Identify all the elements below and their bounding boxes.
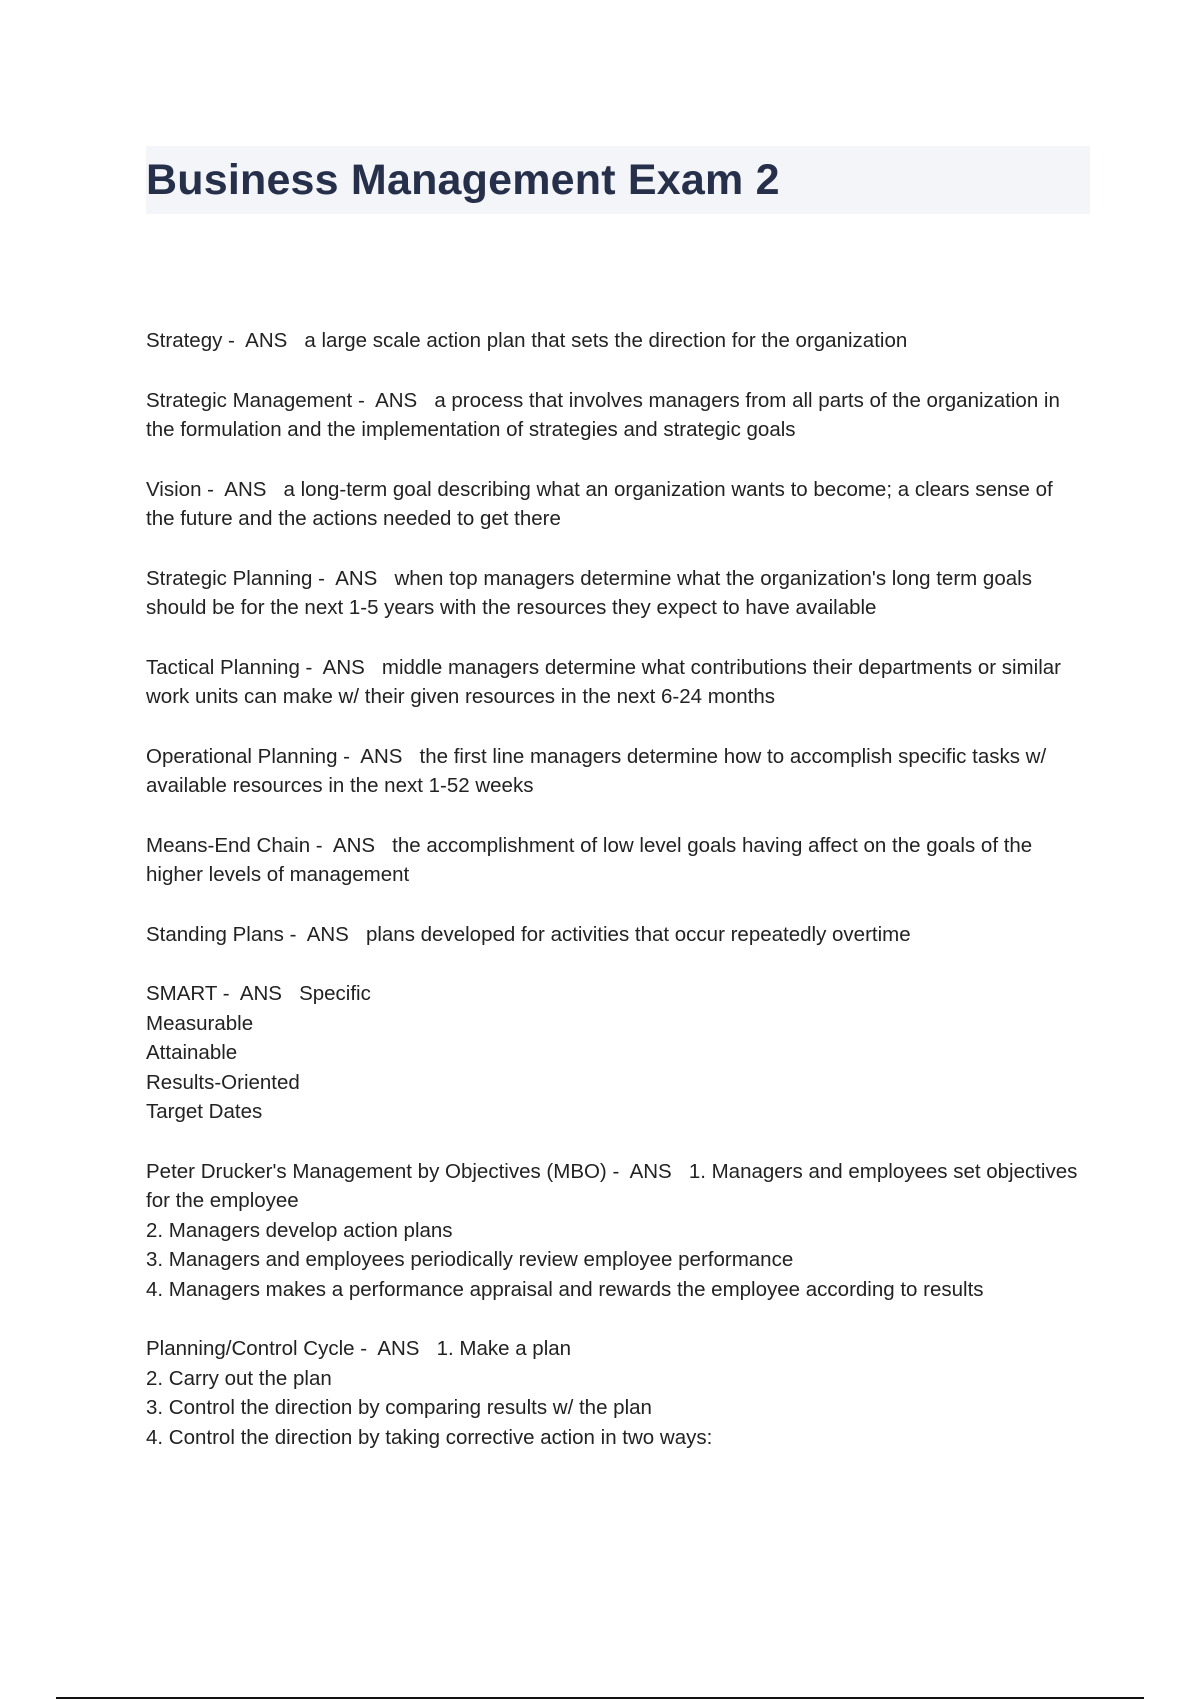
entry-mbo: Peter Drucker's Management by Objectives (MBO) - ANS 1. Managers and employees set objectives for the employee 2. Managers develop action plans 3. Managers and employees periodically review employee performance 4. Managers makes a performance appraisal and rewards the employee according to results xyxy=(146,1157,1086,1305)
entry-line: Target Dates xyxy=(146,1100,263,1123)
entry-line: 4. Control the direction by taking corrective action in two ways: xyxy=(146,1425,713,1449)
entry-definition: Specific xyxy=(299,982,371,1005)
entry-line: 4. Managers makes a performance appraisal and rewards the employee according to results xyxy=(146,1277,984,1301)
entry-term: Standing Plans xyxy=(146,922,284,946)
entry-tactical-planning: Tactical Planning - ANS middle managers determine what contributions their departments or similar work units can make w/ their given resources in the next 6-24 months xyxy=(146,655,1061,708)
entry-term: Peter Drucker's Management by Objectives (MBO) xyxy=(146,1159,607,1183)
title-band xyxy=(146,146,1090,214)
entry-strategic-planning: Strategic Planning - ANS when top managers determine what the organization's long term goals should be for the next 1-5 years with the resources they expect to have available xyxy=(146,566,1032,619)
entry-term: Tactical Planning xyxy=(146,655,300,679)
entry-definition: middle managers determine what contributions their departments or similar work units can make w/ their given resources in the next 6-24 months xyxy=(146,655,1061,708)
entry-term: Means-End Chain xyxy=(146,833,311,857)
entry-ans-label: ANS xyxy=(377,1337,420,1360)
entry-line: 3. Managers and employees periodically review employee performance xyxy=(146,1248,794,1271)
entry-planning-control-cycle: Planning/Control Cycle - ANS 1. Make a plan 2. Carry out the plan 3. Control the direction by comparing results w/ the plan 4. Control the direction by taking corrective action in two ways: xyxy=(146,1334,1086,1452)
entry-ans-label: ANS xyxy=(245,329,288,352)
footer-divider xyxy=(56,1697,1144,1699)
entry-definition: plans developed for activities that occur repeatedly overtime xyxy=(365,922,911,946)
entry-line: 2. Managers develop action plans xyxy=(146,1218,453,1242)
entry-term: Operational Planning xyxy=(146,744,338,768)
entry-definition: a process that involves managers from all parts of the organization in the formulation and the implementation of strategies and strategic goals xyxy=(146,388,1060,441)
entry-standing-plans: Standing Plans - ANS plans developed for activities that occur repeatedly overtime xyxy=(146,922,911,946)
entry-line: Measurable xyxy=(146,1011,254,1035)
entry-ans-label: ANS xyxy=(239,982,282,1005)
entry-definition: 1. Managers and employees set objectives for the employee xyxy=(146,1159,1078,1212)
entry-definition: when top managers determine what the organization's long term goals should be for the next 1-5 years with the resources they expect to have available xyxy=(146,566,1032,619)
entry-ans-label: ANS xyxy=(360,744,403,768)
page-title: Business Management Exam 2 xyxy=(146,156,780,204)
entry-ans-label: ANS xyxy=(224,477,267,501)
entry-term: Strategic Management xyxy=(146,388,353,412)
entry-term: Planning/Control Cycle xyxy=(146,1337,355,1360)
entry-ans-label: ANS xyxy=(629,1159,672,1183)
entry-line: 2. Carry out the plan xyxy=(146,1366,332,1390)
entry-ans-label: ANS xyxy=(322,655,365,679)
entry-line: Attainable xyxy=(146,1041,238,1064)
entry-term: SMART xyxy=(146,982,218,1005)
entry-definition: the accomplishment of low level goals having affect on the goals of the higher levels of management xyxy=(146,833,1033,886)
entry-definition: the first line managers determine how to accomplish specific tasks w/ available resources in the next 1-52 weeks xyxy=(146,744,1047,797)
entry-ans-label: ANS xyxy=(306,922,349,946)
entry-term: Strategic Planning xyxy=(146,566,313,590)
entry-definition: a large scale action plan that sets the direction for the organization xyxy=(304,329,908,352)
entry-term: Strategy xyxy=(146,329,223,352)
entry-ans-label: ANS xyxy=(332,833,376,857)
entry-line: Results-Oriented xyxy=(146,1070,300,1094)
entry-smart: SMART - ANS Specific Measurable Attainable Results-Oriented Target Dates xyxy=(146,979,1086,1127)
entry-ans-label: ANS xyxy=(335,566,378,590)
entry-definition: 1. Make a plan xyxy=(436,1337,572,1360)
entry-ans-label: ANS xyxy=(375,388,418,412)
entry-operational-planning: Operational Planning - ANS the first line managers determine how to accomplish specific tasks w/ available resources in the next 1-52 weeks xyxy=(146,744,1047,797)
entry-definition: a long-term goal describing what an organization wants to become; a clears sense of the future and the actions needed to get there xyxy=(146,477,1053,530)
entry-term: Vision xyxy=(146,477,202,501)
entry-means-end-chain: Means-End Chain - ANS the accomplishment of low level goals having affect on the goals of the higher levels of management xyxy=(146,833,1033,886)
entry-line: 3. Control the direction by comparing results w/ the plan xyxy=(146,1396,652,1419)
entry-list xyxy=(146,326,1086,1482)
entry-vision: Vision - ANS a long-term goal describing what an organization wants to become; a clears sense of the future and the actions needed to get there xyxy=(146,477,1053,530)
entry-strategic-management: Strategic Management - ANS a process that involves managers from all parts of the organization in the formulation and the implementation of strategies and strategic goals xyxy=(146,388,1060,441)
entry-strategy: Strategy - ANS a large scale action plan that sets the direction for the organization xyxy=(146,329,908,352)
